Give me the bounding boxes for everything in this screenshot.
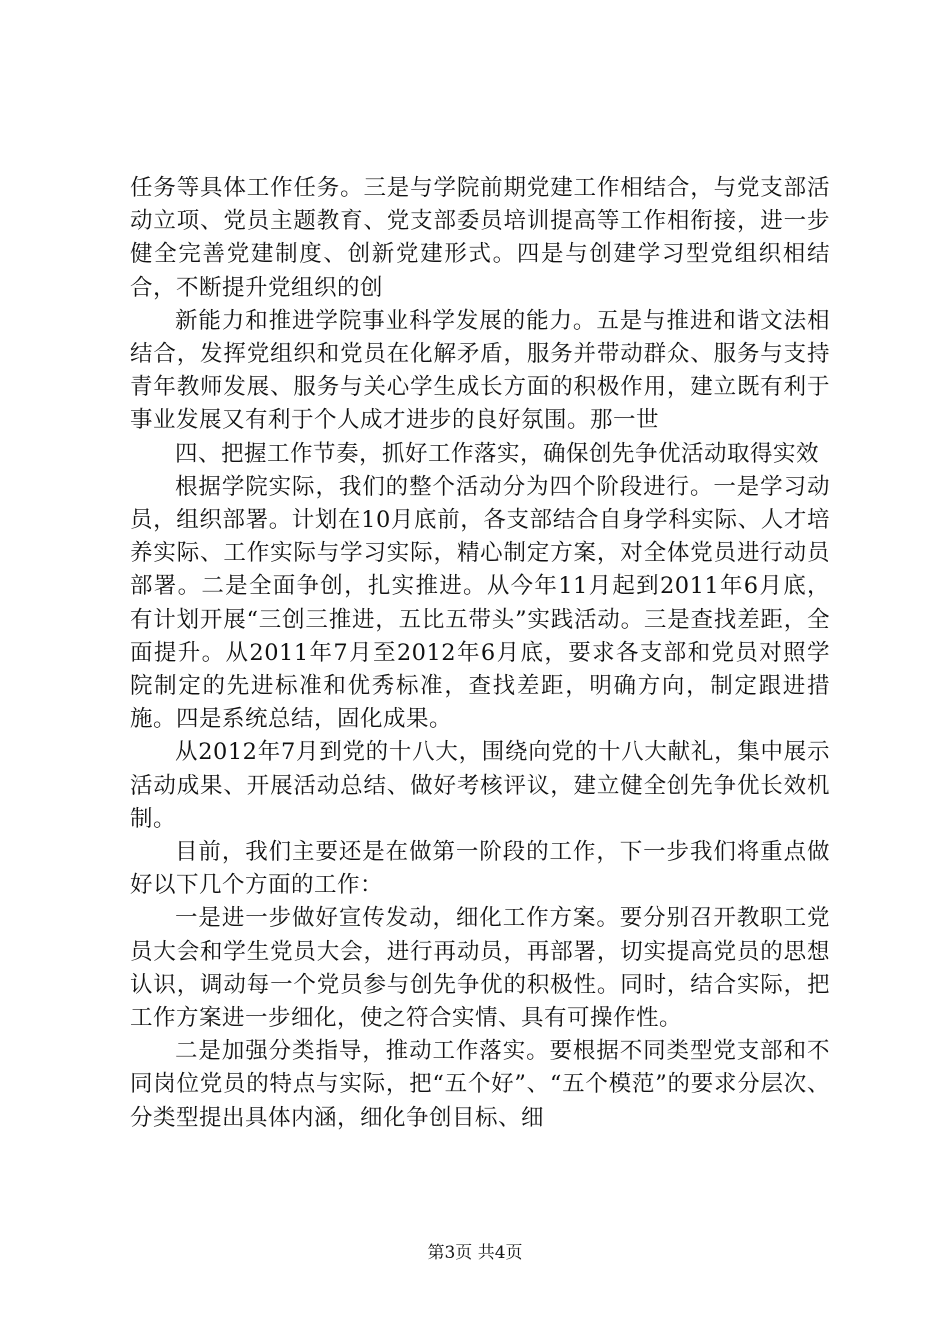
document-body xyxy=(130,172,830,1135)
paragraph-6: 一是进一步做好宣传发动，细化工作方案。要分别召开教职工党员大会和学生党员大会，进行再动员，再部署，切实提高党员的思想认识，调动每一个党员参与创先争优的积极性。同时，结合实际，把工作方案进一步细化，使之符合实情、具有可操作性。 xyxy=(130,905,830,1032)
paragraph-1: 任务等具体工作任务。三是与学院前期党建工作相结合，与党支部活动立项、党员主题教育、党支部委员培训提高等工作相衔接，进一步健全完善党建制度、创新党建形式。四是与创建学习型党组织相结合，不断提升党组织的创 xyxy=(130,175,830,301)
paragraph-4: 从2012年7月到党的十八大，围绕向党的十八大献礼，集中展示活动成果、开展活动总结、做好考核评议，建立健全创先争优长效机制。 xyxy=(130,739,830,832)
section-heading-4: 四、把握工作节奏，抓好工作落实，确保创先争优活动取得实效 xyxy=(175,440,820,467)
paragraph-2: 新能力和推进学院事业科学发展的能力。五是与推进和谐文法相结合，发挥党组织和党员在化解矛盾，服务并带动群众、服务与支持青年教师发展、服务与关心学生成长方面的积极作用，建立既有利于事业发展又有利于个人成才进步的良好氛围。那一世 xyxy=(130,307,830,434)
paragraph-5: 目前，我们主要还是在做第一阶段的工作，下一步我们将重点做好以下几个方面的工作： xyxy=(130,839,830,899)
page-footer: 第3页 共4页 xyxy=(427,1243,523,1263)
paragraph-3: 根据学院实际，我们的整个活动分为四个阶段进行。一是学习动员，组织部署。计划在10月底前，各支部结合自身学科实际、人才培养实际、工作实际与学习实际，精心制定方案，对全体党员进行动员部署。二是全面争创，扎实推进。从今年11月起到2011年6月底，有计划开展“三创三推进，五比五带头”实践活动。三是查找差距，全面提升。从2011年7月至2012年6月底，要求各支部和党员对照学院制定的先进标准和优秀标准，查找差距，明确方向，制定跟进措施。四是系统总结，固化成果。 xyxy=(130,473,830,733)
paragraph-7: 二是加强分类指导，推动工作落实。要根据不同类型党支部和不同岗位党员的特点与实际，把“五个好”、“五个模范”的要求分层次、分类型提出具体内涵，细化争创目标、细 xyxy=(130,1038,830,1131)
